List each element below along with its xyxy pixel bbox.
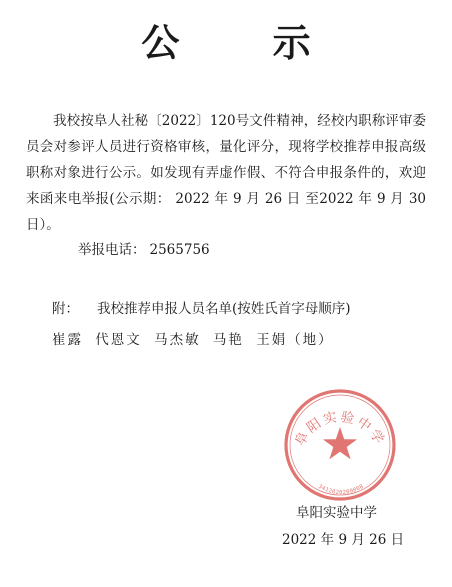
attachment-text: 我校推荐申报人员名单(按姓氏首字母顺序)	[97, 301, 351, 317]
hotline-number: 2565756	[149, 242, 210, 258]
nominee-name: 王娟（地）	[256, 332, 334, 348]
nominee-name: 崔露	[52, 332, 83, 348]
nominee-list	[52, 330, 340, 350]
star-icon	[323, 427, 357, 459]
hotline-line	[78, 240, 210, 260]
notice-body: 我校按阜人社秘〔2022〕120号文件精神，经校内职称评审委员会对参评人员进行资格审核，量化评分，现将学校推荐申报高级职称对象进行公示。如发现有弄虚作假、不符合申报条件的，欢迎来函来电举报(公示期： 2022 年 9 月 26 日 至2022 年 9 月 30 日）。	[26, 113, 426, 233]
signature-organization: 阜阳实验中学	[296, 505, 377, 521]
nominee-name: 马艳	[212, 332, 244, 348]
notice-title: 公 示	[141, 20, 351, 65]
nominee-name: 代恩文	[95, 332, 142, 348]
attachment-label: 附：	[52, 301, 79, 317]
nominee-name: 马杰敏	[154, 332, 201, 348]
attachment-line	[52, 299, 351, 319]
seal-text: 阜阳实验中学	[291, 408, 389, 449]
signature-date: 2022 年 9 月 26 日	[282, 532, 405, 548]
official-seal	[282, 387, 398, 503]
hotline-label: 举报电话：	[78, 242, 146, 258]
seal-number: 3412020200008	[317, 483, 365, 496]
